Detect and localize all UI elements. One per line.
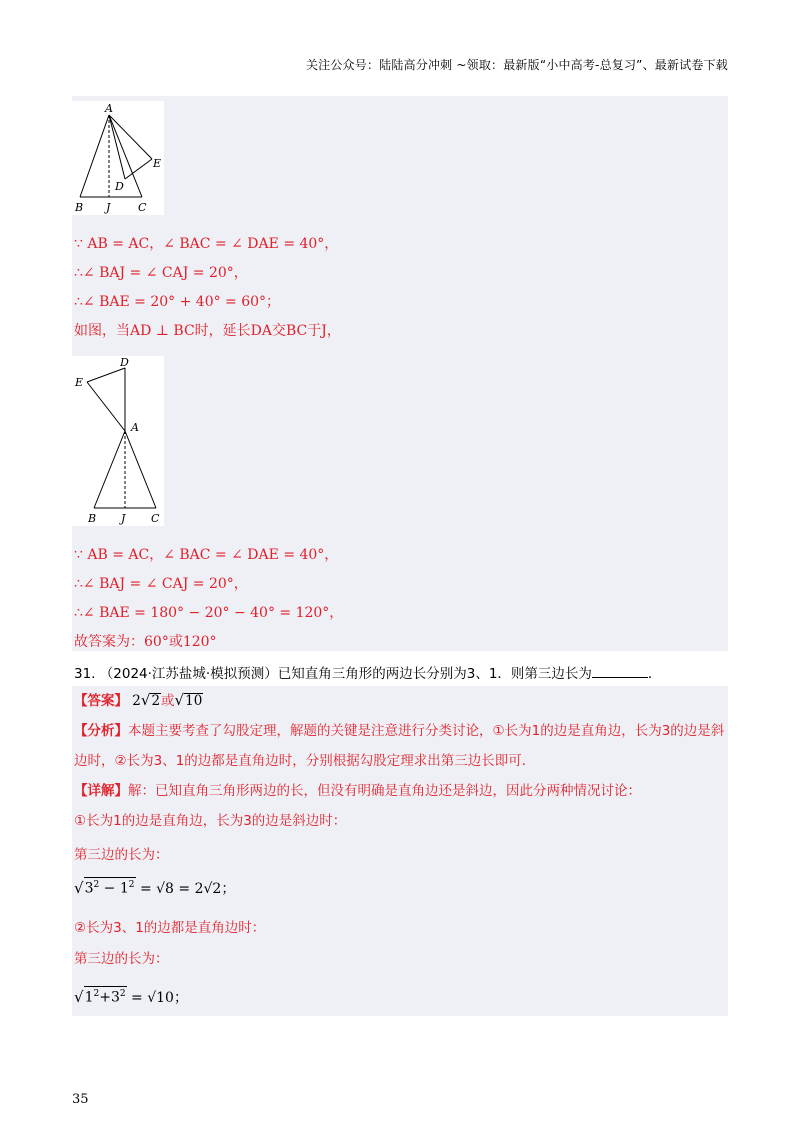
fig2-label-j: J [121,512,126,525]
detail-tag: 【详解】 [74,783,128,799]
triangle-figure-2 [72,356,164,526]
detail-case2-label: 第三边的长为： [74,951,169,967]
fig2-label-a: A [131,421,139,434]
answer-radicand-2: 10 [185,693,203,709]
fig1-label-j: J [106,201,111,214]
fig2-label-b: B [88,512,97,525]
fig1-label-b: B [75,201,84,214]
analysis-tag: 【分析】 [74,723,128,739]
analysis-text: 本题主要考查了勾股定理，解题的关键是注意进行分类讨论，①长为1的边是直角边，长为3的边是斜边时，②长为3、1的边都是直角边时，分别根据勾股定理求出第三边长即可． [74,723,725,769]
radical-sign: √ [140,691,151,709]
case2-calc-tail: = √10； [126,990,188,1006]
triangle-figure-1-svg [72,101,164,215]
case2-line3: ∴∠ BAE = 180° − 20° − 40° = 120°， [74,605,344,621]
detail-case1-label: 第三边的长为： [74,847,169,863]
case1-calc-tail: = √8 = 2√2； [135,881,236,897]
answer-line [74,685,726,716]
detail-case1-calc: $√3^2 - 1^2 = √8 = 2√2$； [74,879,236,897]
detail-case2-calc: $√1^2+3^2 = √10$； [74,988,188,1006]
question-31 [74,662,661,682]
case1-line1: ∵ AB = AC，∠ BAC = ∠ DAE = 40°， [74,236,339,252]
fig2-label-d: D [120,356,129,369]
detail-case2-title: ②长为3、1的边都是直角边时： [74,920,266,936]
detail-paragraph [74,776,726,806]
answer-or: 或 [161,693,175,709]
question-end: ． [647,666,662,682]
detail-text: 解：已知直角三角形两边的长，但没有明确是直角边还是斜边，因此分两种情况讨论： [128,783,641,799]
fig1-label-e: E [153,157,162,170]
answer-blank [592,665,648,678]
detail-case1-title: ①长为1的边是直角边，长为3的边是斜边时： [74,813,347,829]
question-source: （2024·江苏盐城·模拟预测） [99,666,278,682]
triangle-figure-2-svg [72,356,164,526]
case1-line4: 如图，当AD ⊥ BC时，延长DA交BC于J， [74,323,341,339]
fig1-label-a: A [105,102,113,115]
case2-line1: ∵ AB = AC，∠ BAC = ∠ DAE = 40°， [74,547,339,563]
fig1-label-c: C [138,201,147,214]
analysis-paragraph [74,716,726,776]
solution-shaded-block-top [72,96,728,651]
fig2-label-e: E [75,376,84,389]
radical-sign-2: √ [174,691,185,709]
case2-line2: ∴∠ BAJ = ∠ CAJ = 20°， [74,576,248,592]
case2-final-answer: 故答案为：60°或120° [74,634,217,650]
case1-line3: ∴∠ BAE = 20° + 40° = 60°； [74,294,281,310]
triangle-figure-1 [72,101,164,215]
answer-radicand-1: 2 [151,693,161,709]
fig2-label-c: C [151,512,160,525]
answer-coef: 2 [132,693,141,709]
answer-tag: 【答案】 [74,693,128,709]
page-number: 35 [72,1092,89,1107]
case1-line2: ∴∠ BAJ = ∠ CAJ = 20°， [74,265,248,281]
fig1-label-d: D [115,180,124,193]
page-header: 关注公众号：陆陆高分冲刺 ~领取：最新版“小中高考-总复习”、最新试卷下载 [305,58,728,72]
question-number: 31. [74,666,96,682]
question-text: 已知直角三角形的两边长分别为3、1．则第三边长为 [277,666,592,682]
